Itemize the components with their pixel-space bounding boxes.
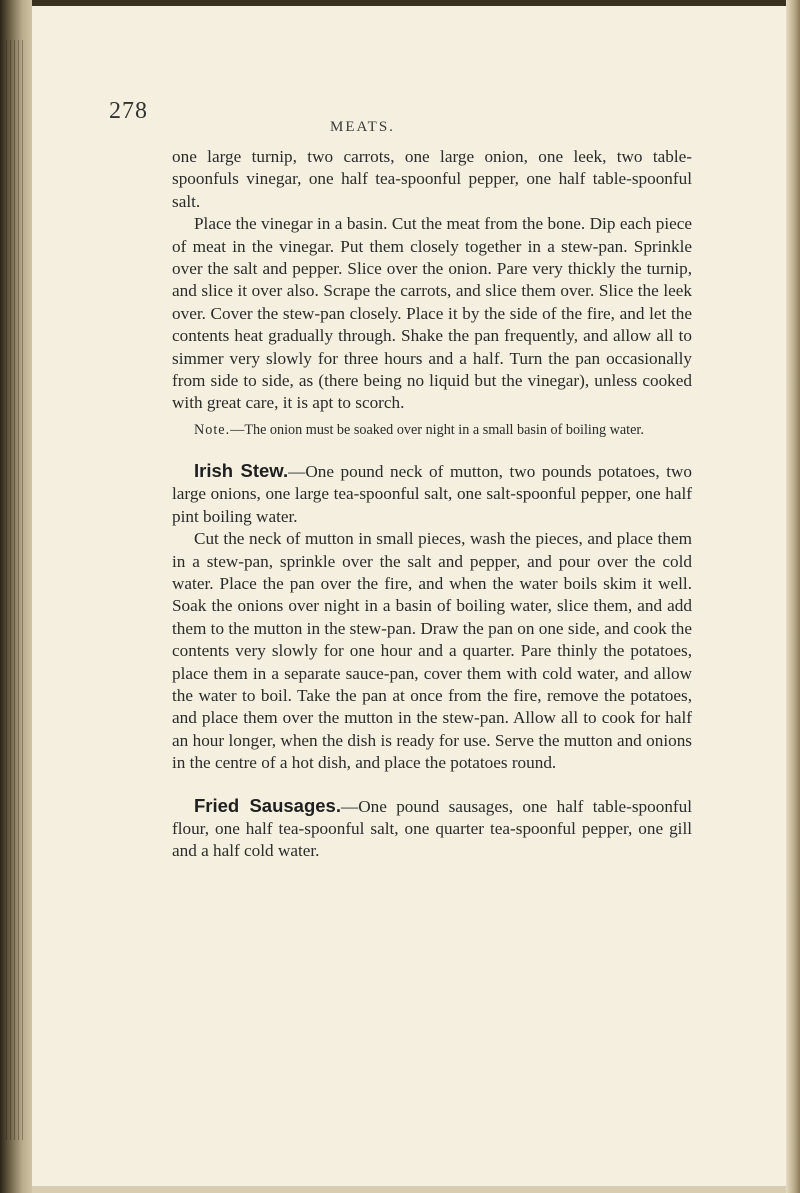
binding-texture bbox=[6, 40, 24, 1140]
irish-stew-ingredients: —One pound neck of mutton, two pounds potatoes, two large onions, one large tea-spoonful salt, one salt-spoonful pepper, one half pint boiling water. bbox=[172, 461, 692, 526]
running-head: MEATS. bbox=[330, 119, 395, 135]
recipe-fried-sausages bbox=[172, 795, 692, 863]
page-number: 278 bbox=[109, 98, 148, 124]
note-label: Note. bbox=[194, 421, 231, 438]
continuation-method: Place the vinegar in a basin. Cut the meat from the bone. Dip each piece of meat in the vinegar. Put them closely together in a stew-pan. Sprinkle over the salt and pepper. Slice over the onion. Pare very thickly the turnip, and slice it over also. Scrape the carrots, and slice them over. Slice the leek over. Cover the stew-pan closely. Place it by the side of the fire, and let the contents heat gradually through. Shake the pan frequently, and allow all to simmer very slowly for three hours and a half. Turn the pan occasionally from side to side, as (there being no liquid but the vinegar), unless cooked with great care, it is apt to scorch. bbox=[172, 214, 692, 413]
book-binding bbox=[0, 0, 32, 1193]
irish-stew-method: Cut the neck of mutton in small pieces, wash the pieces, and place them in a stew-pan, sprinkle over the salt and pepper, and pour over the cold water. Place the pan over the fire, and when the water boils skim it well. Soak the onions over night in a basin of boiling water, slice them, and add them to the mutton in the stew-pan. Draw the pan on one side, and cook the contents very slowly for one hour and a quarter. Pare thinly the potatoes, place them in a separate sauce-pan, cover them with cold water, and allow the water to boil. Take the pan at once from the fire, remove the potatoes, and place them over the mutton in the stew-pan. Allow all to cook for half an hour longer, when the dish is ready for use. Serve the mutton and onions in the centre of a hot dish, and place the potatoes round. bbox=[172, 529, 692, 773]
page-header bbox=[32, 6, 786, 136]
continuation-ingredients: one large turnip, two carrots, one large onion, one leek, two table-spoonfuls vinegar, one half tea-spoonful pepper, one half table-spoonful salt. bbox=[172, 147, 692, 211]
fried-sausages-ingredients: —One pound sausages, one half table-spoonful flour, one half tea-spoonful salt, one quarter tea-spoonful pepper, one gill and a half cold water. bbox=[172, 796, 692, 861]
recipe-title-fried-sausages: Fried Sausages. bbox=[194, 794, 341, 816]
note-paragraph bbox=[172, 421, 692, 440]
note-text: —The onion must be soaked over night in a small basin of boiling water. bbox=[230, 421, 644, 438]
book-page bbox=[32, 6, 786, 1186]
page-right-edge bbox=[786, 0, 800, 1193]
recipe-title-irish-stew: Irish Stew. bbox=[194, 459, 289, 481]
recipe-irish-stew bbox=[172, 460, 692, 528]
page-body bbox=[172, 146, 692, 863]
